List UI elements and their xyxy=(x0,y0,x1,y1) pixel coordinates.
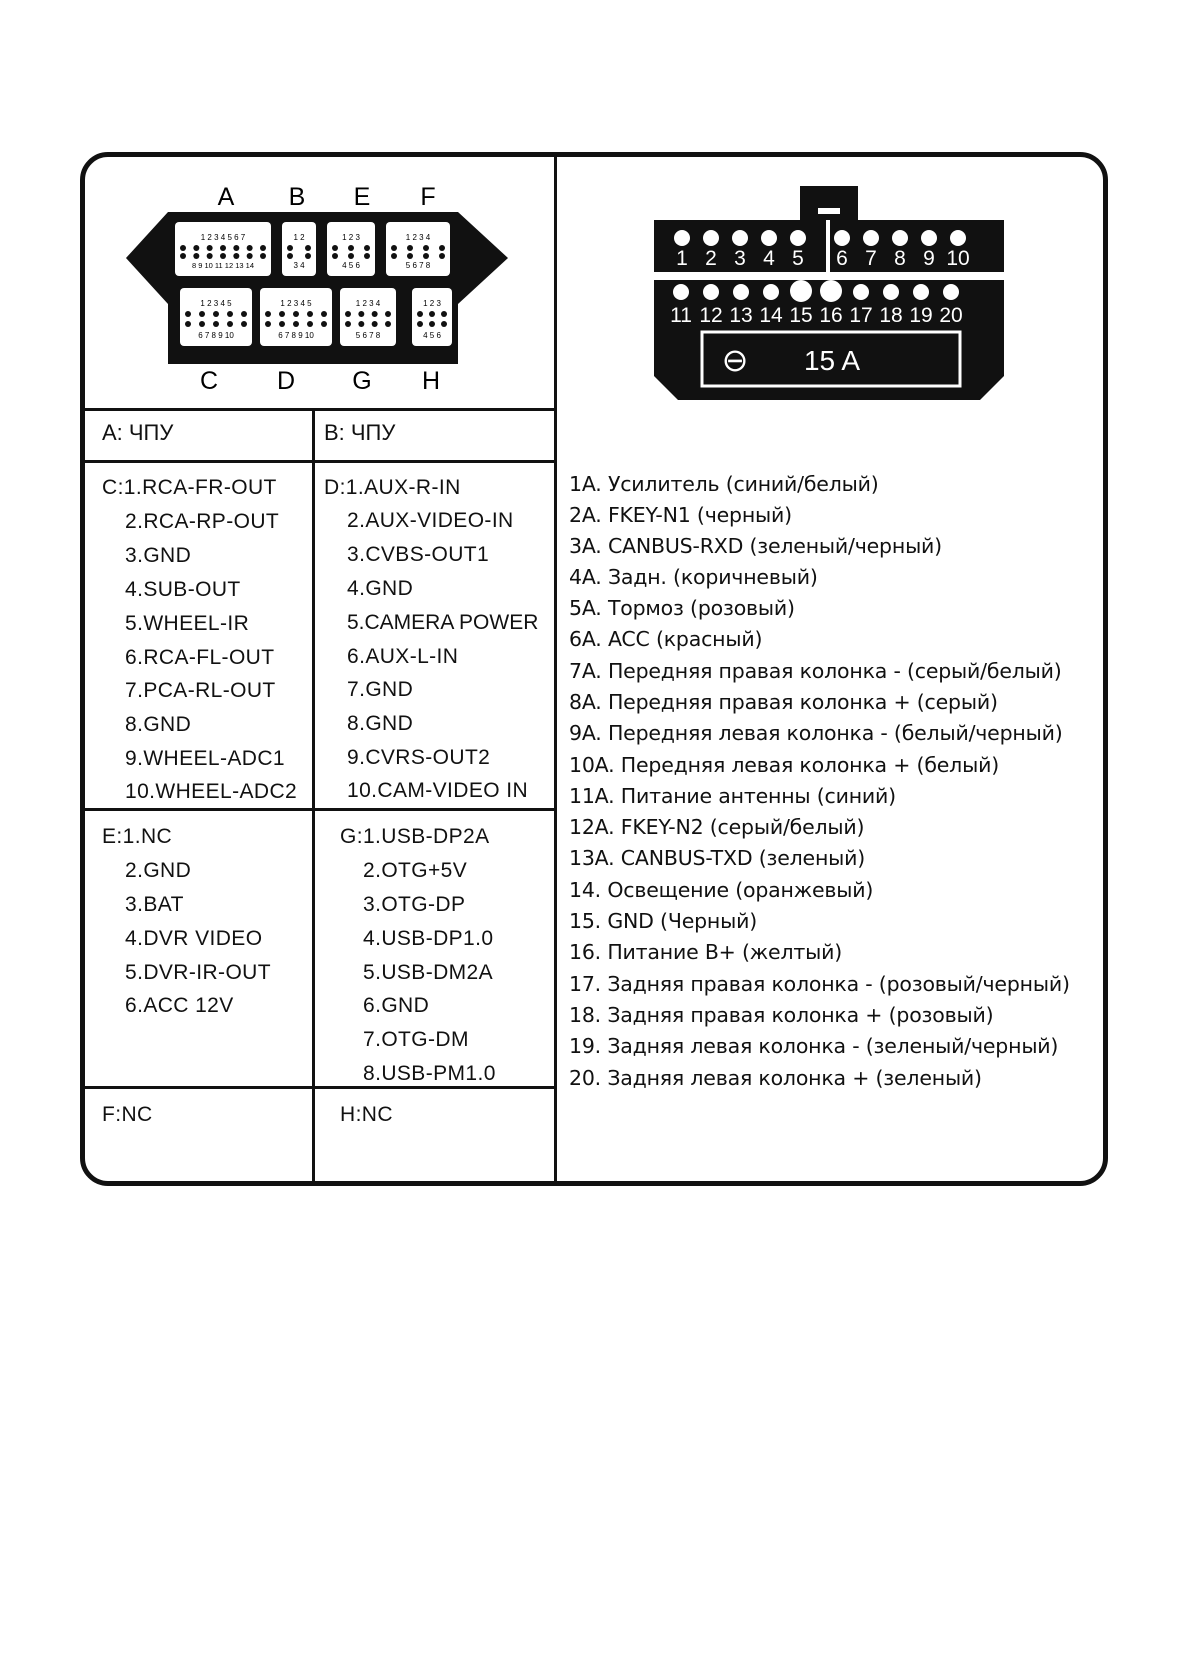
iso-bottom-pin-label: 16 xyxy=(819,304,843,327)
iso-pin-dot xyxy=(943,284,959,300)
plug-F-row1-label: 1 2 3 4 xyxy=(405,233,431,242)
pin-g-8: 8.USB-PM1.0 xyxy=(363,1062,496,1085)
pin-c-5: 5.WHEEL-IR xyxy=(125,612,250,635)
pin-g-7: 7.OTG-DM xyxy=(363,1028,469,1051)
wire-10: 10A. Передняя левая колонка + (белый) xyxy=(569,753,999,777)
plug-A-row1-label: 1 2 3 4 5 6 7 xyxy=(200,233,246,242)
plug-pin-dot xyxy=(207,245,213,251)
plug-pin-dot xyxy=(332,253,338,259)
divider-under-cd xyxy=(84,808,556,811)
plug-pin-dot xyxy=(293,311,299,317)
wire-7: 7A. Передняя правая колонка - (серый/белый) xyxy=(569,659,1062,683)
wire-14: 14. Освещение (оранжевый) xyxy=(569,878,874,902)
plug-pin-dot xyxy=(233,253,239,259)
iso-bottom-pin-label: 15 xyxy=(789,304,813,327)
letter-H: H xyxy=(421,367,441,395)
pin-c-2: 2.RCA-RP-OUT xyxy=(125,510,280,533)
pin-e-3: 3.BAT xyxy=(125,893,184,916)
pin-c-7: 7.PCA-RL-OUT xyxy=(125,679,276,702)
letter-E: E xyxy=(353,183,371,211)
plug-pin-dot xyxy=(180,253,186,259)
pin-c-3: 3.GND xyxy=(125,544,192,567)
pin-c-6: 6.RCA-FL-OUT xyxy=(125,646,275,669)
pin-d-10: 10.CAM-VIDEO IN xyxy=(347,779,529,802)
plug-pin-dot xyxy=(391,245,397,251)
pin-g-3: 3.OTG-DP xyxy=(363,893,466,916)
plug-pin-dot xyxy=(441,311,447,317)
plug-pin-dot xyxy=(385,311,391,317)
pin-g-1: G:1.USB-DP2A xyxy=(340,825,490,848)
plug-pin-dot xyxy=(180,245,186,251)
pin-d-5: 5.CAMERA POWER xyxy=(347,611,539,634)
letter-G: G xyxy=(352,367,372,395)
wire-11: 11A. Питание антенны (синий) xyxy=(569,784,896,808)
pin-d-2: 2.AUX-VIDEO-IN xyxy=(347,509,514,532)
header-a: A: ЧПУ xyxy=(102,420,174,445)
iso-connector-diagram xyxy=(650,180,1010,410)
plug-D-row2-label: 6 7 8 9 10 xyxy=(278,331,314,340)
divider-under-headers xyxy=(84,460,556,463)
plug-pin-dot xyxy=(227,321,233,327)
wire-12: 12A. FKEY-N2 (серый/белый) xyxy=(569,815,865,839)
wire-2: 2A. FKEY-N1 (черный) xyxy=(569,503,792,527)
iso-top-pin-label: 5 xyxy=(792,247,804,270)
pin-g-5: 5.USB-DM2A xyxy=(363,961,494,984)
pin-e-2: 2.GND xyxy=(125,859,192,882)
center-divider xyxy=(554,154,557,1184)
plug-pin-dot xyxy=(193,245,199,251)
iso-top-pin-label: 1 xyxy=(676,247,688,270)
plug-pin-dot xyxy=(287,245,293,251)
pin-e-6: 6.ACC 12V xyxy=(125,994,234,1017)
pin-c-1: C:1.RCA-FR-OUT xyxy=(102,476,277,499)
iso-bottom-pin-label: 13 xyxy=(729,304,753,327)
pin-d-3: 3.CVBS-OUT1 xyxy=(347,543,490,566)
plug-pin-dot xyxy=(307,311,313,317)
plug-B-row2-label: 3 4 xyxy=(293,261,305,270)
plug-pin-dot xyxy=(227,311,233,317)
plug-pin-dot xyxy=(429,311,435,317)
pin-g-6: 6.GND xyxy=(363,994,430,1017)
left-column-divider xyxy=(312,408,315,1184)
iso-pin-dot xyxy=(763,284,779,300)
plug-pin-dot xyxy=(358,311,364,317)
iso-pin-dot xyxy=(733,284,749,300)
pin-g-4: 4.USB-DP1.0 xyxy=(363,927,494,950)
plug-pin-dot xyxy=(385,321,391,327)
plug-D-row1-label: 1 2 3 4 5 xyxy=(280,299,312,308)
pin-h: H:NC xyxy=(340,1103,393,1126)
plug-F-row2-label: 5 6 7 8 xyxy=(405,261,431,270)
iso-top-pin-label: 8 xyxy=(894,247,906,270)
wire-9: 9A. Передняя левая колонка - (белый/черный) xyxy=(569,721,1063,745)
wire-3: 3A. CANBUS-RXD (зеленый/черный) xyxy=(569,534,942,558)
plug-pin-dot xyxy=(213,321,219,327)
header-b: B: ЧПУ xyxy=(324,420,396,445)
iso-top-pin-label: 10 xyxy=(946,247,970,270)
plug-pin-dot xyxy=(265,321,271,327)
letter-B: B xyxy=(288,183,306,211)
plug-pin-dot xyxy=(241,321,247,327)
iso-pin-dot xyxy=(853,284,869,300)
plug-B-row1-label: 1 2 xyxy=(293,233,305,242)
wire-17: 17. Задняя правая колонка - (розовый/черный) xyxy=(569,972,1070,996)
letter-A: A xyxy=(217,183,235,211)
plug-H-row1-label: 1 2 3 xyxy=(423,299,441,308)
plug-pin-dot xyxy=(293,321,299,327)
fuse-minus-icon: ⊖ xyxy=(721,342,749,378)
pin-g-2: 2.OTG+5V xyxy=(363,859,468,882)
plug-pin-dot xyxy=(220,253,226,259)
plug-pin-dot xyxy=(213,311,219,317)
plug-pin-dot xyxy=(439,245,445,251)
plug-pin-dot xyxy=(307,321,313,327)
plug-pin-dot xyxy=(407,253,413,259)
wire-15: 15. GND (Черный) xyxy=(569,909,758,933)
plug-pin-dot xyxy=(391,253,397,259)
iso-pin-dot xyxy=(820,280,842,302)
plug-pin-dot xyxy=(429,321,435,327)
plug-pin-dot xyxy=(321,311,327,317)
iso-bottom-pin-label: 17 xyxy=(849,304,873,327)
plug-pin-dot xyxy=(348,245,354,251)
letter-F: F xyxy=(420,183,436,211)
plug-pin-dot xyxy=(345,321,351,327)
plug-pin-dot xyxy=(417,321,423,327)
divider-under-eg xyxy=(84,1086,556,1089)
wire-18: 18. Задняя правая колонка + (розовый) xyxy=(569,1003,994,1027)
iso-pin-dot xyxy=(790,230,806,246)
plug-pin-dot xyxy=(372,321,378,327)
iso-pin-dot xyxy=(703,284,719,300)
iso-top-pin-label: 3 xyxy=(734,247,746,270)
wire-13: 13A. CANBUS-TXD (зеленый) xyxy=(569,846,866,870)
iso-bottom-pin-label: 11 xyxy=(670,304,692,327)
plug-pin-dot xyxy=(233,245,239,251)
wire-20: 20. Задняя левая колонка + (зеленый) xyxy=(569,1066,982,1090)
iso-bottom-pin-label: 12 xyxy=(699,304,723,327)
iso-top-pin-label: 2 xyxy=(705,247,717,270)
plug-G-row1-label: 1 2 3 4 xyxy=(355,299,381,308)
plug-pin-dot xyxy=(439,253,445,259)
wire-1: 1A. Усилитель (синий/белый) xyxy=(569,472,879,496)
pin-c-9: 9.WHEEL-ADC1 xyxy=(125,747,286,770)
plug-pin-dot xyxy=(321,321,327,327)
plug-pin-dot xyxy=(247,245,253,251)
iso-pin-dot xyxy=(883,284,899,300)
pin-d-9: 9.CVRS-OUT2 xyxy=(347,746,491,769)
plug-pin-dot xyxy=(247,253,253,259)
plug-pin-dot xyxy=(417,311,423,317)
iso-pin-dot xyxy=(732,230,748,246)
plug-pin-dot xyxy=(260,253,266,259)
pin-f: F:NC xyxy=(102,1103,153,1126)
wire-6: 6A. ACC (красный) xyxy=(569,627,763,651)
iso-pin-dot xyxy=(673,284,689,300)
plug-pin-dot xyxy=(287,253,293,259)
iso-pin-dot xyxy=(703,230,719,246)
wire-19: 19. Задняя левая колонка - (зеленый/черный) xyxy=(569,1034,1059,1058)
divider-under-plug xyxy=(84,408,556,411)
plug-G-row2-label: 5 6 7 8 xyxy=(355,331,381,340)
iso-latch-slot xyxy=(818,208,840,214)
wire-4: 4A. Задн. (коричневый) xyxy=(569,565,818,589)
iso-bottom-pin-label: 18 xyxy=(879,304,903,327)
pin-d-4: 4.GND xyxy=(347,577,414,600)
fuse-label: 15 A xyxy=(803,345,861,376)
plug-C-row2-label: 6 7 8 9 10 xyxy=(198,331,234,340)
iso-pin-dot xyxy=(790,280,812,302)
plug-pin-dot xyxy=(260,245,266,251)
pin-c-4: 4.SUB-OUT xyxy=(125,578,241,601)
plug-pin-dot xyxy=(305,245,311,251)
pin-d-1: D:1.AUX-R-IN xyxy=(324,476,461,499)
plug-pin-dot xyxy=(193,253,199,259)
letter-D: D xyxy=(276,367,296,395)
iso-pin-dot xyxy=(834,230,850,246)
plug-pin-dot xyxy=(345,311,351,317)
plug-A-row2-label: 8 9 10 11 12 13 14 xyxy=(192,261,254,270)
plug-pin-dot xyxy=(279,321,285,327)
iso-top-pin-label: 6 xyxy=(836,247,848,270)
pin-d-8: 8.GND xyxy=(347,712,414,735)
pin-e-1: E:1.NC xyxy=(102,825,173,848)
iso-bottom-pin-label: 14 xyxy=(759,304,783,327)
plug-pin-dot xyxy=(185,311,191,317)
pin-d-7: 7.GND xyxy=(347,678,414,701)
plug-pin-dot xyxy=(423,253,429,259)
iso-bottom-pin-label: 19 xyxy=(909,304,933,327)
iso-pin-dot xyxy=(913,284,929,300)
pin-e-5: 5.DVR-IR-OUT xyxy=(125,961,271,984)
pin-c-8: 8.GND xyxy=(125,713,192,736)
plug-pin-dot xyxy=(423,245,429,251)
plug-pin-dot xyxy=(305,253,311,259)
letter-C: C xyxy=(199,367,219,395)
plug-pin-dot xyxy=(332,245,338,251)
iso-bottom-pin-label: 20 xyxy=(939,304,963,327)
plug-pin-dot xyxy=(241,311,247,317)
iso-top-pin-label: 7 xyxy=(865,247,877,270)
plug-pin-dot xyxy=(265,311,271,317)
iso-pin-dot xyxy=(950,230,966,246)
plug-pin-dot xyxy=(364,245,370,251)
plug-E-row1-label: 1 2 3 xyxy=(342,233,360,242)
plug-pin-dot xyxy=(185,321,191,327)
iso-pin-dot xyxy=(921,230,937,246)
plug-pin-dot xyxy=(372,311,378,317)
plug-pin-dot xyxy=(441,321,447,327)
plug-C-row1-label: 1 2 3 4 5 xyxy=(200,299,232,308)
iso-top-row-split xyxy=(826,220,830,272)
wire-16: 16. Питание B+ (желтый) xyxy=(569,940,843,964)
wire-8: 8A. Передняя правая колонка + (серый) xyxy=(569,690,998,714)
iso-pin-dot xyxy=(674,230,690,246)
plug-pin-dot xyxy=(220,245,226,251)
pin-e-4: 4.DVR VIDEO xyxy=(125,927,263,950)
plug-pin-dot xyxy=(279,311,285,317)
plug-pin-dot xyxy=(348,253,354,259)
plug-E-row2-label: 4 5 6 xyxy=(342,261,360,270)
plug-pin-dot xyxy=(407,245,413,251)
pin-c-10: 10.WHEEL-ADC2 xyxy=(125,780,298,803)
wire-5: 5A. Тормоз (розовый) xyxy=(569,596,795,620)
pin-d-6: 6.AUX-L-IN xyxy=(347,645,459,668)
iso-top-pin-label: 4 xyxy=(763,247,775,270)
plug-pin-dot xyxy=(199,311,205,317)
plug-pin-dot xyxy=(207,253,213,259)
plug-pin-dot xyxy=(199,321,205,327)
iso-top-pin-label: 9 xyxy=(923,247,935,270)
plug-pin-dot xyxy=(364,253,370,259)
iso-pin-dot xyxy=(863,230,879,246)
iso-pin-dot xyxy=(761,230,777,246)
plug-pin-dot xyxy=(358,321,364,327)
iso-pin-dot xyxy=(892,230,908,246)
left-connector-diagram xyxy=(120,178,540,398)
plug-H-row2-label: 4 5 6 xyxy=(423,331,441,340)
